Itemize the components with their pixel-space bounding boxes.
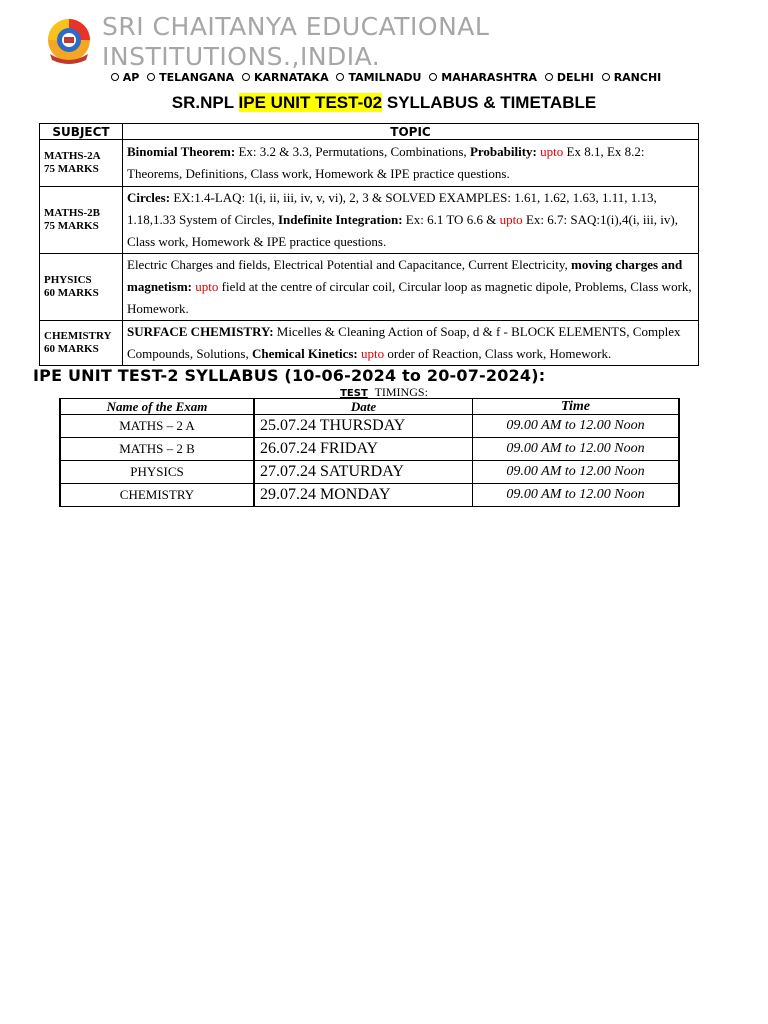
bullet-circle-icon	[147, 73, 155, 81]
subject-cell	[40, 187, 123, 254]
topic-upto: upto	[357, 346, 385, 361]
topic-text: EX:1.4-LAQ: 1(i, ii, iii, iv, v, vi), 2, 3 & SOLVED EXAMPLES: 1.61, 1.62, 1.63, 1.11, 1.13, 1.18,1.33 System of Circles,	[127, 190, 657, 227]
title-suffix: SYLLABUS & TIMETABLE	[382, 93, 597, 112]
timings-label-underlined: TEST	[340, 388, 368, 399]
exam-name-cell: MATHS – 2 B	[60, 438, 254, 461]
bullet-circle-icon	[545, 73, 553, 81]
exam-name-cell: MATHS – 2 A	[60, 415, 254, 438]
institution-name-line2: INSTITUTIONS.,INDIA.	[102, 42, 381, 71]
topic-cell	[123, 140, 699, 187]
topic-bold: SURFACE CHEMISTRY:	[127, 324, 274, 339]
topic-text: Ex: 3.2 & 3.3, Permutations, Combinations,	[235, 144, 470, 159]
timetable-header-row	[60, 399, 679, 415]
state-item: TAMILNADU	[348, 71, 422, 84]
page-title	[0, 92, 768, 114]
syllabus-period-heading: IPE UNIT TEST-2 SYLLABUS (10-06-2024 to 20-07-2024):	[33, 366, 546, 385]
topic-text: Ex: 6.1 TO 6.6 &	[402, 212, 500, 227]
exam-name-cell: PHYSICS	[60, 461, 254, 484]
exam-date-cell: 25.07.24 THURSDAY	[254, 415, 473, 438]
topic-text: Micelles & Cleaning Action of Soap, d & f - BLOCK ELEMENTS, Complex Compounds, Solutions,	[127, 324, 681, 361]
institution-name-line1: SRI CHAITANYA EDUCATIONAL	[102, 12, 490, 41]
exam-date-cell: 26.07.24 FRIDAY	[254, 438, 473, 461]
institution-name	[102, 12, 489, 72]
states-list	[0, 71, 768, 85]
subject-cell	[40, 140, 123, 187]
institution-logo-icon	[44, 16, 94, 66]
table-row	[60, 415, 679, 438]
table-row	[40, 254, 699, 321]
exam-date-cell: 29.07.24 MONDAY	[254, 484, 473, 507]
topic-cell	[123, 321, 699, 366]
subject-marks: 60 MARKS	[44, 287, 99, 299]
topic-cell	[123, 254, 699, 321]
title-highlight: IPE UNIT TEST-02	[238, 93, 383, 112]
subject-cell	[40, 321, 123, 366]
topic-upto: upto	[536, 144, 564, 159]
syllabus-table	[39, 123, 699, 366]
subject-name: CHEMISTRY	[44, 330, 112, 342]
exam-date-cell: 27.07.24 SATURDAY	[254, 461, 473, 484]
date-column-header: Date	[254, 399, 473, 415]
syllabus-header-row	[40, 124, 699, 140]
timings-label-rest: TIMINGS:	[371, 385, 428, 399]
table-row	[40, 140, 699, 187]
topic-text: Electric Charges and fields, Electrical Potential and Capacitance, Current Electricity,	[127, 257, 571, 272]
topic-cell	[123, 187, 699, 254]
subject-marks: 75 MARKS	[44, 163, 99, 175]
title-prefix: SR.NPL	[171, 93, 239, 112]
state-item: TELANGANA	[159, 71, 235, 84]
topic-text: Ex 8.1, Ex 8.2: Theorems, Definitions, Class work, Homework & IPE practice questions.	[127, 144, 645, 181]
bullet-circle-icon	[242, 73, 250, 81]
subject-name: MATHS-2B	[44, 207, 101, 219]
exam-time-cell: 09.00 AM to 12.00 Noon	[473, 484, 680, 507]
timetable	[59, 398, 680, 507]
state-item: MAHARASHTRA	[441, 71, 538, 84]
exam-time-cell: 09.00 AM to 12.00 Noon	[473, 415, 680, 438]
bullet-circle-icon	[429, 73, 437, 81]
subject-marks: 60 MARKS	[44, 343, 99, 355]
table-row	[60, 461, 679, 484]
topic-bold: Chemical Kinetics:	[251, 346, 358, 361]
state-item: RANCHI	[613, 71, 662, 84]
topic-text: field at the centre of circular coil, Circular loop as magnetic dipole, Problems, Class work, Homework.	[127, 279, 692, 316]
topic-upto: upto	[499, 212, 523, 227]
topic-bold: Indefinite Integration:	[277, 212, 403, 227]
table-row	[40, 187, 699, 254]
subject-cell	[40, 254, 123, 321]
topic-text: Ex: 6.7: SAQ:1(i),4(i, iii, iv), Class work, Homework & IPE practice questions.	[127, 212, 678, 249]
table-row	[60, 484, 679, 507]
state-item: AP	[122, 71, 140, 84]
subject-marks: 75 MARKS	[44, 220, 99, 232]
topic-column-header: TOPIC	[123, 124, 699, 140]
exam-time-cell: 09.00 AM to 12.00 Noon	[473, 461, 680, 484]
subject-name: PHYSICS	[44, 274, 92, 286]
topic-bold: Binomial Theorem:	[127, 144, 236, 159]
topic-text: order of Reaction, Class work, Homework.	[384, 346, 612, 361]
exam-column-header: Name of the Exam	[60, 399, 254, 415]
subject-name: MATHS-2A	[44, 150, 101, 162]
topic-bold: moving charges and magnetism:	[127, 257, 683, 294]
bullet-circle-icon	[336, 73, 344, 81]
subject-column-header: SUBJECT	[40, 124, 123, 140]
table-row	[40, 321, 699, 366]
table-row	[60, 438, 679, 461]
bullet-circle-icon	[111, 73, 119, 81]
exam-name-cell: CHEMISTRY	[60, 484, 254, 507]
document-header	[44, 12, 704, 72]
topic-bold: Probability:	[469, 144, 537, 159]
bullet-circle-icon	[602, 73, 610, 81]
topic-upto: upto	[192, 279, 219, 294]
topic-bold: Circles:	[127, 190, 171, 205]
state-item: KARNATAKA	[254, 71, 329, 84]
exam-time-cell: 09.00 AM to 12.00 Noon	[473, 438, 680, 461]
time-column-header: Time	[473, 399, 680, 415]
state-item: DELHI	[556, 71, 594, 84]
